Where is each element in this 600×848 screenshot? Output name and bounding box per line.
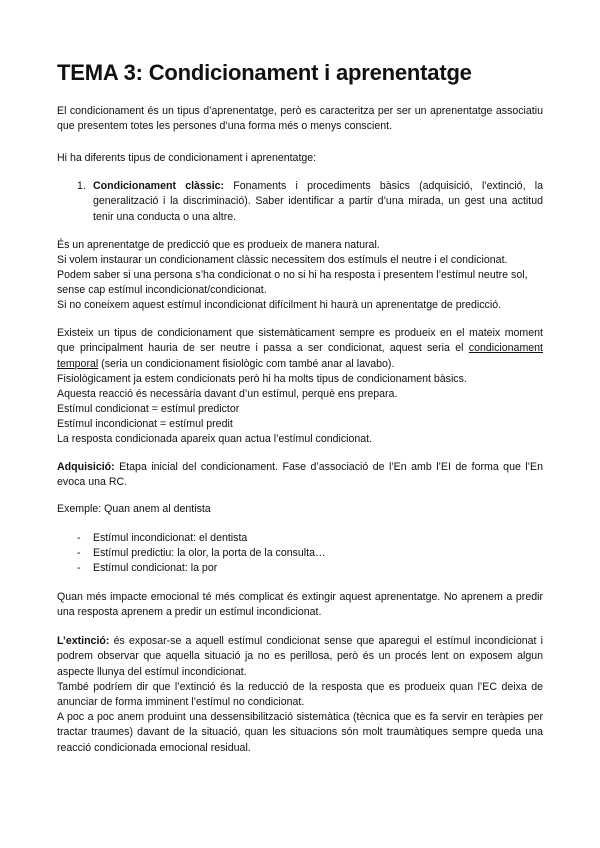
list-item xyxy=(77,561,217,576)
classic-text: Fonaments i procediments bàsics (adquisició, l’extinció, la generalització i la discriminació). Saber identificar a partir d’una mirada, un gest una actitud tenir una conducta o una altre. xyxy=(93,180,543,223)
block1-line-1: És un aprenentatge de predicció que es produeix de manera natural. xyxy=(57,239,380,251)
temporal-paragraph xyxy=(57,326,543,372)
block2-line-5: La resposta condicionada apareix quan actua l’estímul condicionat. xyxy=(57,433,373,445)
block2-line-3: Estímul condicionat = estímul predictor xyxy=(57,403,240,415)
block1-line-3: Podem saber si una persona s’ha condicionat o no si hi ha resposta i presentem l’estímul neutre sol, sense cap estímul incondicionat/condicionat. xyxy=(57,269,528,297)
dash-bullet: - xyxy=(77,532,81,544)
block1-line-4: Si no coneixem aquest estímul incondicionat difícilment hi haurà un aprenentatge de predicció. xyxy=(57,299,502,311)
list-item xyxy=(77,546,326,561)
example-item-3: Estímul condicionat: la por xyxy=(93,562,218,574)
block1-line-2: Si volem instaurar un condicionament clàssic necessitem dos estímuls el neutre i el condicionat. xyxy=(57,254,508,266)
extincio-text: és exposar-se a aquell estímul condicionat sense que aparegui el estímul incondicionat i podrem observar que aquella situació ja no es perillosa, però és un procés lent on exposem algun aspecte llunya del estímul incondicionat. xyxy=(57,635,543,678)
extincio-paragraph xyxy=(57,634,543,680)
extincio-paragraph-2: També podríem dir que l’extinció és la reducció de la resposta que es produeix quan l’EC deixa de anunciar de forma imminent l’estímul no condicionat. xyxy=(57,681,543,709)
temporal-text-before: Existeix un tipus de condicionament que sistemàticament sempre es produeix en el mateix moment que principalment hauria de ser neutre i passa a ser condicionat, aquest seria el xyxy=(57,327,543,355)
dash-bullet: - xyxy=(77,547,81,559)
block2-line-2: Aquesta reacció és necessària davant d’un estímul, perquè ens prepara. xyxy=(57,388,398,400)
intro-paragraph: El condicionament és un tipus d’aprenentatge, però es caracteritza per ser un aprenentatge associatiu que presentem totes les persones d’una forma més o menys conscient. xyxy=(57,105,543,133)
list-item xyxy=(77,531,247,546)
page-title: TEMA 3: Condicionament i aprenentatge xyxy=(57,60,472,85)
classic-term: Condicionament clàssic: xyxy=(93,180,225,192)
adquisicio-paragraph xyxy=(57,460,543,491)
types-intro: Hi ha diferents tipus de condicionament i aprenentatge: xyxy=(57,152,317,164)
extincio-term: L’extinció: xyxy=(57,635,110,647)
extincio-paragraph-3: A poc a poc anem produint una dessensibilització sistemàtica (tècnica que es fa servir en teràpies per tractar traumes) davant de la situació, quan les situacions són molt traumàtiques sempre queda una reacció condicionada emocional residual. xyxy=(57,711,543,754)
impacte-paragraph: Quan més impacte emocional té més complicat és extingir aquest aprenentatge. No aprenem a predir una resposta aprenem a predir un estímul incondicionat. xyxy=(57,591,543,619)
temporal-term: condicionament temporal xyxy=(57,342,543,370)
adquisicio-term: Adquisició: xyxy=(57,461,115,473)
temporal-text-after: (seria un condicionament fisiològic com també anar al lavabo). xyxy=(98,357,395,370)
example-item-1: Estímul incondicionat: el dentista xyxy=(93,532,248,544)
list-number: 1. xyxy=(77,180,86,192)
example-item-2: Estímul predictiu: la olor, la porta de la consulta… xyxy=(93,547,326,559)
block2-line-4: Estímul incondicionat = estímul predit xyxy=(57,418,233,430)
block2-line-1: Fisiològicament ja estem condicionats però hi ha molts tipus de condicionament bàsics. xyxy=(57,373,467,385)
list-item-classic xyxy=(93,179,543,225)
dash-bullet: - xyxy=(77,562,81,574)
adquisicio-text: Etapa inicial del condicionament. Fase d’associació de l’En amb l’EI de forma que l’En evoca una RC. xyxy=(57,461,543,489)
example-intro: Exemple: Quan anem al dentista xyxy=(57,503,211,515)
